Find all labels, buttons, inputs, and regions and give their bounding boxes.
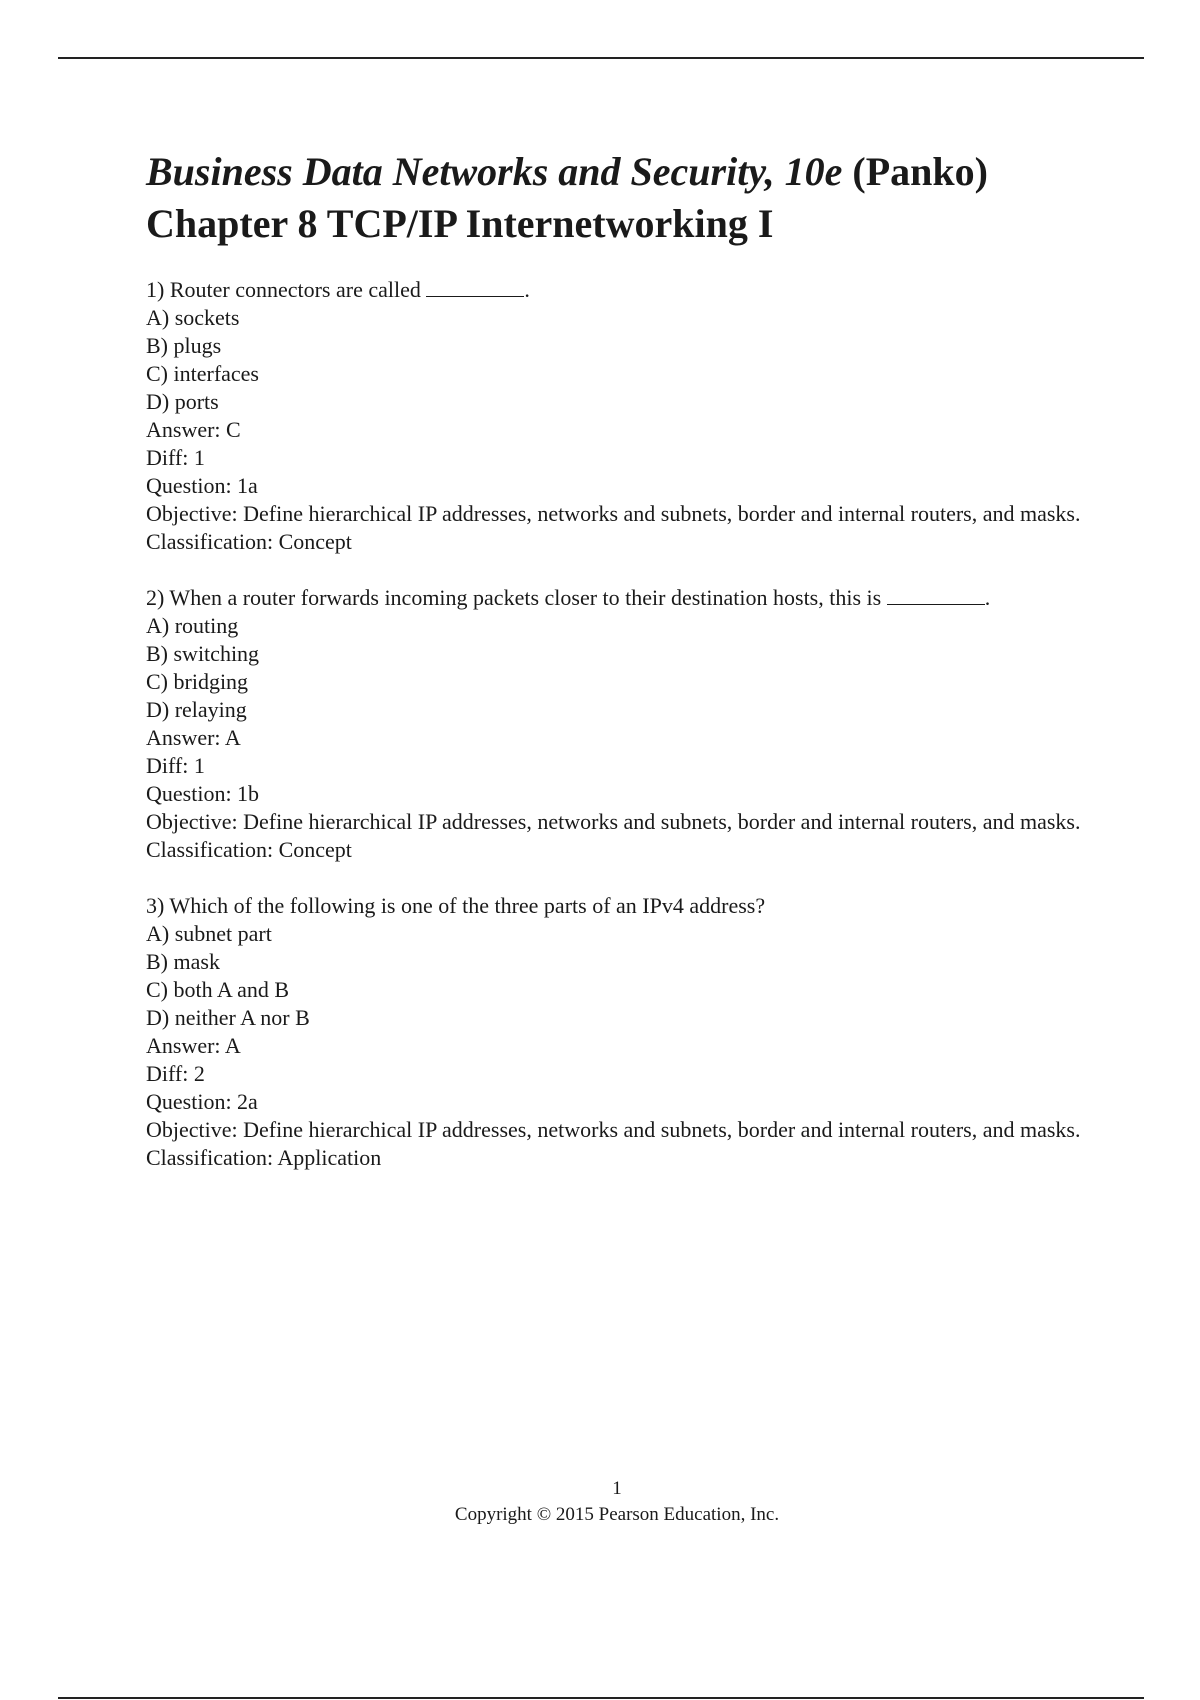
question-item: [146, 892, 1086, 1172]
question-id: Question: 2a: [146, 1089, 258, 1114]
option-d: D) neither A nor B: [146, 1005, 310, 1030]
answer: Answer: A: [146, 725, 241, 750]
option-b: B) mask: [146, 949, 220, 974]
question-item: [146, 584, 1086, 864]
copyright-notice: Copyright © 2015 Pearson Education, Inc.: [454, 1504, 780, 1525]
option-a: A) routing: [146, 613, 239, 638]
bottom-rule: [58, 1697, 1144, 1699]
answer-blank: [426, 278, 524, 297]
classification: Classification: Concept: [146, 529, 352, 554]
option-a: A) subnet part: [146, 921, 272, 946]
document-page: [146, 146, 1086, 1200]
book-title: Business Data Networks and Security, 10e: [146, 149, 843, 194]
question-id: Question: 1b: [146, 781, 260, 806]
objective: Objective: Define hierarchical IP addresses, networks and subnets, border and internal routers, and masks.: [146, 1117, 1081, 1142]
answer: Answer: C: [146, 417, 241, 442]
classification: Classification: Application: [146, 1145, 382, 1170]
difficulty: Diff: 1: [146, 753, 205, 778]
page-number: 1: [612, 1478, 622, 1499]
option-c: C) bridging: [146, 669, 249, 694]
option-a: A) sockets: [146, 305, 240, 330]
difficulty: Diff: 2: [146, 1061, 205, 1086]
option-b: B) switching: [146, 641, 260, 666]
difficulty: Diff: 1: [146, 445, 205, 470]
question-stem: 3) Which of the following is one of the three parts of an IPv4 address?: [146, 893, 766, 918]
option-c: C) interfaces: [146, 361, 259, 386]
objective: Objective: Define hierarchical IP addresses, networks and subnets, border and internal routers, and masks.: [146, 809, 1081, 834]
chapter-title: Chapter 8 TCP/IP Internetworking I: [146, 201, 774, 246]
question-stem: 1) Router connectors are called .: [146, 277, 530, 302]
classification: Classification: Concept: [146, 837, 352, 862]
answer-blank: [887, 586, 985, 605]
question-id: Question: 1a: [146, 473, 258, 498]
option-b: B) plugs: [146, 333, 222, 358]
option-c: C) both A and B: [146, 977, 290, 1002]
document-title: [146, 146, 1086, 250]
book-author: (Panko): [852, 149, 988, 194]
objective: Objective: Define hierarchical IP addresses, networks and subnets, border and internal routers, and masks.: [146, 501, 1081, 526]
option-d: D) relaying: [146, 697, 247, 722]
option-d: D) ports: [146, 389, 219, 414]
answer: Answer: A: [146, 1033, 241, 1058]
question-list: [146, 276, 1086, 1172]
top-rule: [58, 57, 1144, 59]
question-item: [146, 276, 1086, 556]
question-stem: 2) When a router forwards incoming packets closer to their destination hosts, this is .: [146, 585, 991, 610]
